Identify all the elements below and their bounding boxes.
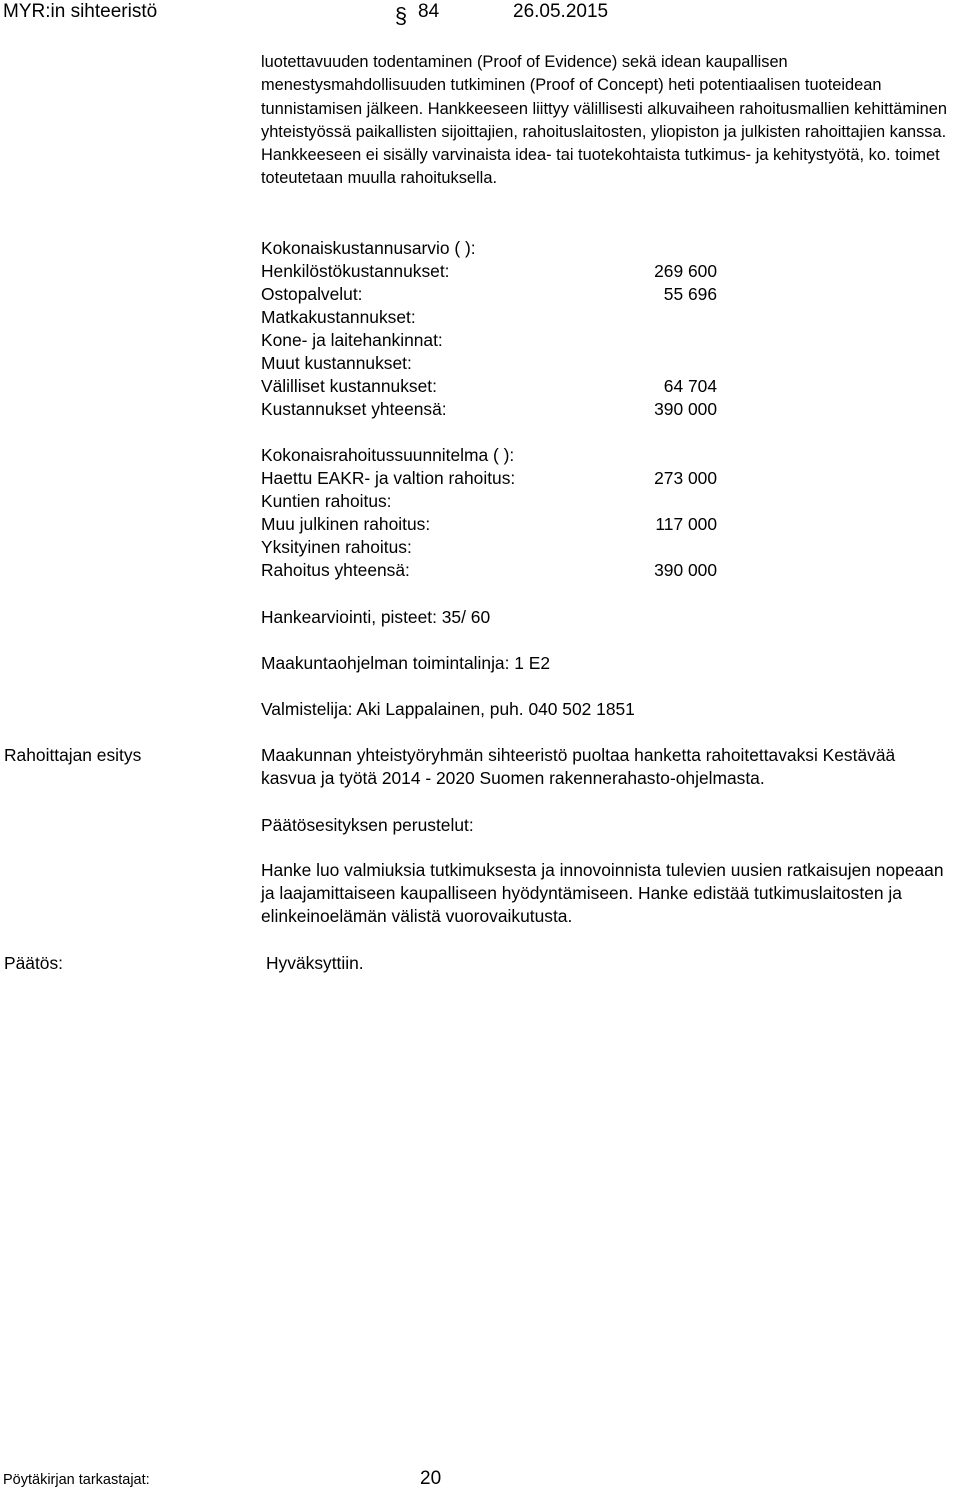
funding-plan-heading: Kokonaisrahoitussuunnitelma ( ): xyxy=(261,445,515,465)
page-header xyxy=(0,0,960,30)
svg-text:§: § xyxy=(394,3,408,27)
funding-row: Yksityinen rahoitus: xyxy=(261,537,412,557)
proposal-text: Maakunnan yhteistyöryhmän sihteeristö puoltaa hanketta rahoitettavaksi Kestävää kasvua ja työtä 2014 - 2020 Suomen rakennerahasto-ohjelmasta. xyxy=(261,745,896,788)
funding-total-row: Rahoitus yhteensä: 390 000 xyxy=(261,560,717,580)
cost-row: Matkakustannukset: xyxy=(261,307,416,327)
cost-row: Muut kustannukset: xyxy=(261,353,412,373)
cost-total-row: Kustannukset yhteensä: 390 000 xyxy=(261,399,717,419)
decision-text: Hyväksyttiin. xyxy=(266,953,364,973)
funding-row: Haettu EAKR- ja valtion rahoitus: 273 000 xyxy=(261,468,717,488)
proposal-label: Rahoittajan esitys xyxy=(4,745,142,765)
cost-estimate-heading: Kokonaiskustannusarvio ( ): xyxy=(261,238,476,258)
project-description: luotettavuuden todentaminen (Proof of Evidence) sekä idean kaupallisen menestysmahdollisuuden tutkiminen (Proof of Concept) heti potentiaalisen tuoteidean tunnistamisen jälkeen. Hankkeeseen liittyy välillisesti alkuvaiheen rahoitusmallien kehittäminen yhteistyössä paikallisten sijoittajien, rahoituslaitosten, yliopiston ja julkisten rahoittajien kanssa. Hankkeeseen ei sisälly varvinaista idea- tai tuotekohtaista tutkimus- ja kehitystyötä, ko. toimet toteutetaan muulla rahoituksella. xyxy=(261,53,948,188)
funding-row: Muu julkinen rahoitus: 117 000 xyxy=(261,514,717,534)
cost-row: Ostopalvelut: 55 696 xyxy=(261,284,717,304)
cost-row: Henkilöstökustannukset: 269 600 xyxy=(261,261,717,281)
page-number: 20 xyxy=(420,1468,442,1489)
program-line: Maakuntaohjelman toimintalinja: 1 E2 xyxy=(261,653,551,673)
cost-estimate-section xyxy=(261,237,741,421)
section-number: 84 xyxy=(418,1,440,22)
meeting-date: 26.05.2015 xyxy=(513,1,609,22)
funding-plan-section xyxy=(261,444,741,582)
minutes-checkers-label: Pöytäkirjan tarkastajat: xyxy=(3,1472,150,1488)
project-rating: Hankearviointi, pisteet: 35/ 60 xyxy=(261,607,491,627)
cost-row: Välilliset kustannukset: 64 704 xyxy=(261,376,717,396)
decision-basis-text: Hanke luo valmiuksia tutkimuksesta ja innovoinnista tulevien uusien ratkaisujen nopeaan ja laajamittaiseen kaupalliseen hyödyntämiseen. Hanke edistää tutkimuslaitosten ja elinkeinoelämän välistä vuorovaikutusta. xyxy=(261,860,944,926)
decision-basis-heading: Päätösesityksen perustelut: xyxy=(261,815,474,835)
cost-row: Kone- ja laitehankinnat: xyxy=(261,330,443,350)
funding-row: Kuntien rahoitus: xyxy=(261,491,392,511)
section-sign-icon xyxy=(390,3,412,27)
organization-name: MYR:in sihteeristö xyxy=(3,1,158,22)
decision-label: Päätös: xyxy=(4,953,63,973)
preparer-info: Valmistelija: Aki Lappalainen, puh. 040 502 1851 xyxy=(261,699,635,719)
